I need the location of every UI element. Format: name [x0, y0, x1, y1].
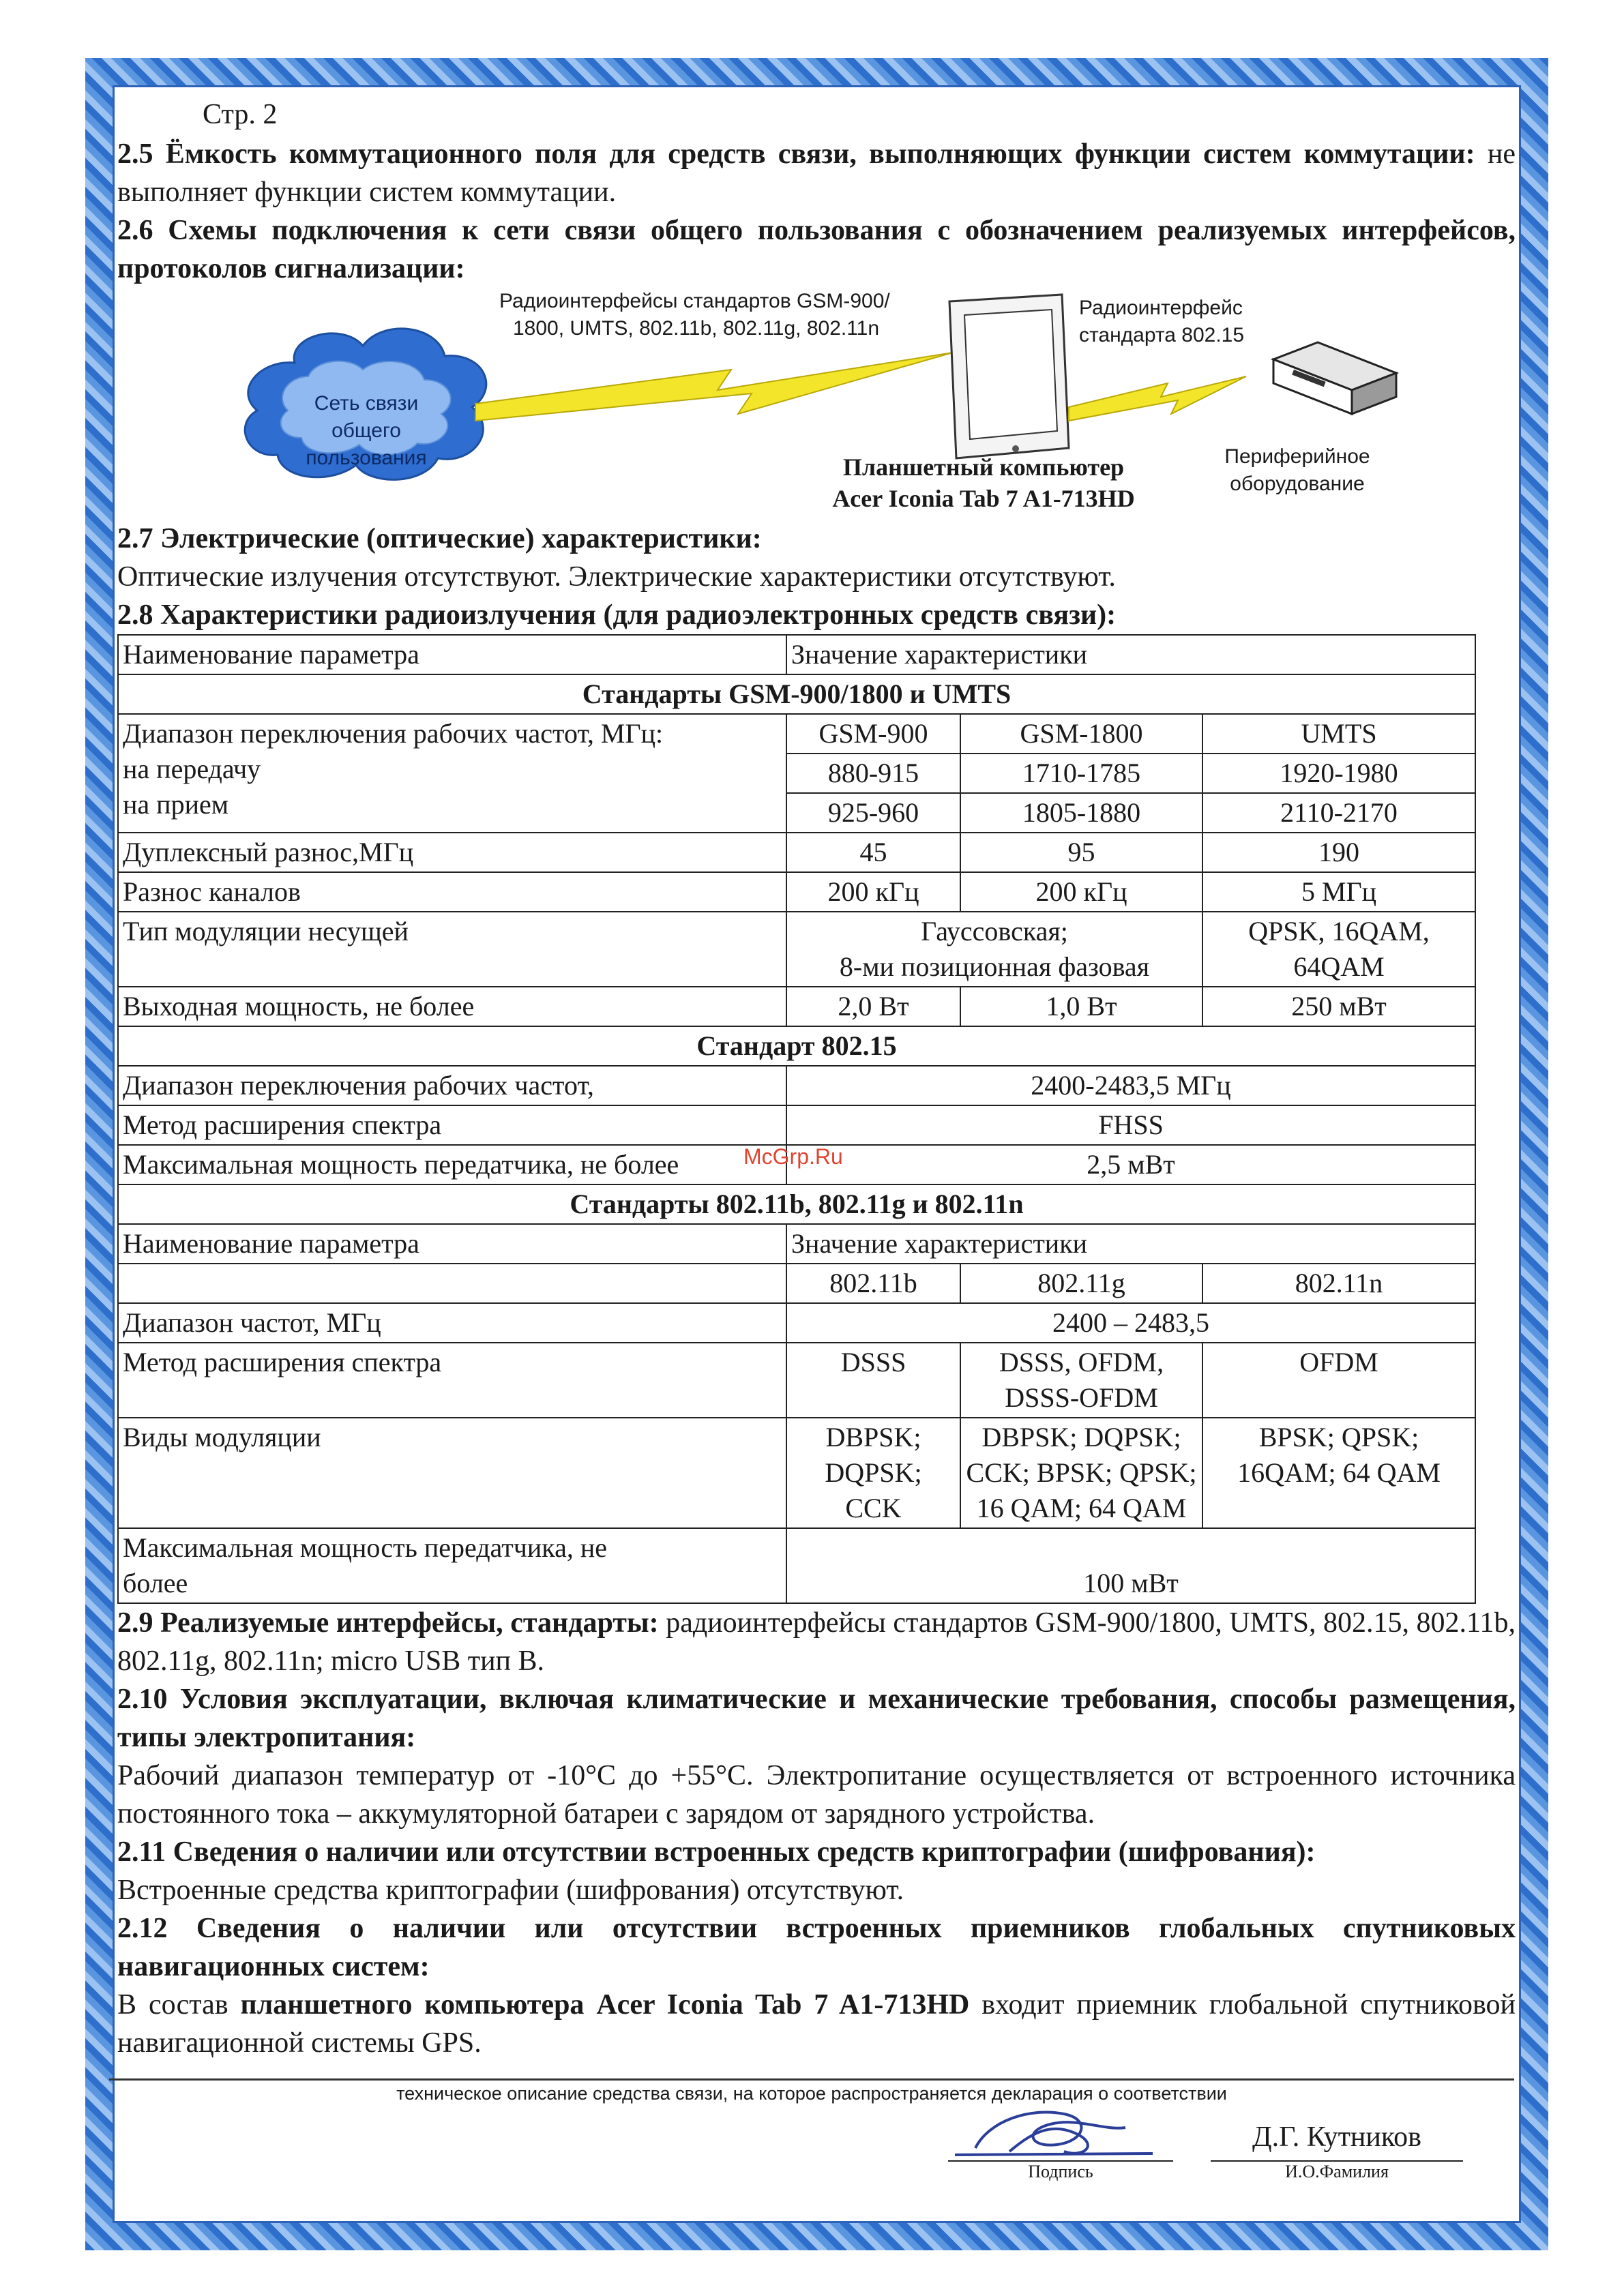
- section-2-5: [117, 135, 1516, 211]
- section-2-9: [117, 1604, 1516, 1680]
- col-gsm1800: GSM-1800: [960, 714, 1202, 754]
- rx-gsm900: 925-960: [786, 793, 960, 833]
- radio-characteristics-table: [117, 634, 1476, 1604]
- bt-power: 2,5 мВт: [786, 1145, 1475, 1184]
- footer-caption: техническое описание средства связи, на которое распространяется декларация о соответствии: [109, 2078, 1514, 2104]
- device-line1: Планшетный компьютер: [842, 453, 1125, 481]
- radio-right-line1: Радиоинтерфейс: [1079, 297, 1243, 319]
- section-2-12-text-post: входит приемник глобальной спутниковой навигационной системы GPS.: [117, 1989, 1516, 2059]
- wifi-mod-n-line1: BPSK; QPSK;: [1258, 1422, 1419, 1452]
- mod-umts-line1: QPSK, 16QAM,: [1248, 916, 1430, 946]
- table-row: [118, 635, 1475, 674]
- power-gsm1800: 1,0 Вт: [960, 987, 1202, 1026]
- wifi-method-label: Метод расширения спектра: [118, 1343, 786, 1418]
- wifi-method-g: [960, 1343, 1202, 1418]
- peripheral-line1: Периферийное: [1224, 445, 1370, 468]
- spacing-gsm900: 200 кГц: [786, 872, 960, 912]
- section-2-11-text: Встроенные средства криптографии (шифрования) отсутствуют.: [117, 1875, 904, 1906]
- device-line2: Acer Iconia Tab 7 A1-713HD: [832, 485, 1135, 512]
- table-row: [118, 1105, 1475, 1145]
- bt-range: 2400-2483,5 МГц: [786, 1066, 1475, 1105]
- power-label: Выходная мощность, не более: [118, 987, 786, 1026]
- wifi-head-param: Наименование параметра: [118, 1224, 786, 1264]
- cloud-label-line1: Сеть связи: [314, 392, 419, 415]
- watermark: McGrp.Ru: [743, 1144, 843, 1169]
- table-row: [118, 674, 1475, 714]
- section-2-12-text-bold: планшетного компьютера Acer Iconia Tab 7 A1-713HD: [240, 1989, 970, 2021]
- connection-diagram: [117, 288, 1516, 520]
- device-label: [806, 451, 1161, 514]
- section-wifi: Стандарты 802.11b, 802.11g и 802.11n: [118, 1184, 1475, 1224]
- bt-range-label: Диапазон переключения рабочих частот,: [118, 1066, 786, 1105]
- duplex-gsm900: 45: [786, 833, 960, 872]
- peripheral-line2: оборудование: [1230, 473, 1365, 495]
- duplex-gsm1800: 95: [960, 833, 1202, 872]
- section-2-12-title: 2.12 Сведения о наличии или отсутствии встроенных приемников глобальных спутниковых навигационных систем:: [117, 1913, 1516, 1982]
- range-label-cell: [118, 714, 786, 833]
- tx-gsm900: 880-915: [786, 754, 960, 793]
- mod-gsm-line2: 8-ми позиционная фазовая: [839, 951, 1150, 982]
- section-2-11-title: 2.11 Сведения о наличии или отсутствии встроенных средств криптографии (шифрования):: [117, 1836, 1316, 1868]
- document-body: [117, 95, 1516, 2062]
- radio-right-label: [1079, 295, 1244, 349]
- wifi-power: 100 мВт: [786, 1528, 1475, 1603]
- lightning-left-icon: [475, 353, 953, 421]
- wifi-power-label: [118, 1528, 786, 1603]
- duplex-label: Дуплексный разнос,МГц: [118, 833, 786, 872]
- peripheral-label: [1209, 443, 1386, 498]
- table-row: [118, 1066, 1475, 1105]
- table-row: [118, 1224, 1475, 1264]
- col-802-11b: 802.11b: [786, 1264, 960, 1303]
- table-row: [118, 987, 1475, 1026]
- table-row: [118, 833, 1475, 872]
- section-2-9-title: 2.9 Реализуемые интерфейсы, стандарты:: [117, 1607, 659, 1639]
- mod-umts: [1202, 912, 1475, 987]
- section-gsm-umts: Стандарты GSM-900/1800 и UMTS: [118, 674, 1475, 714]
- table-head-param: Наименование параметра: [118, 635, 786, 674]
- wifi-power-label-line2: более: [123, 1568, 188, 1598]
- section-802-15: Стандарт 802.15: [118, 1026, 1475, 1066]
- wifi-mod-n-line2: 16QAM; 64 QAM: [1237, 1457, 1441, 1488]
- wifi-method-g-line1: DSSS, OFDM,: [999, 1347, 1164, 1377]
- section-2-6-title: 2.6 Схемы подключения к сети связи общего пользования с обозначением реализуемых интерфейсов, протоколов сигнализации:: [117, 215, 1516, 284]
- col-802-11n: 802.11n: [1202, 1264, 1475, 1303]
- tx-label: на передачу: [123, 754, 261, 784]
- wifi-mod-g-line1: DBPSK; DQPSK;: [981, 1422, 1181, 1452]
- mod-gsm-line1: Гауссовская;: [921, 916, 1068, 946]
- tablet-icon: [949, 295, 1069, 458]
- section-2-9-text: радиоинтерфейсы стандартов GSM-900/1800, UMTS, 802.15, 802.11b, 802.11g, 802.11n; micro USB тип B.: [117, 1607, 1516, 1677]
- section-2-10-text: Рабочий диапазон температур от -10°С до +55°С. Электропитание осуществляется от встроенного источника постоянного тока – аккумуляторной батареи с зарядом от зарядного устройства.: [117, 1760, 1516, 1830]
- range-label: Диапазон переключения рабочих частот, МГц:: [123, 718, 664, 749]
- mod-gsm: [786, 912, 1202, 987]
- wifi-power-label-line1: Максимальная мощность передатчика, не: [123, 1532, 608, 1563]
- wifi-mod-g-line3: 16 QAM; 64 QAM: [976, 1493, 1187, 1523]
- section-2-12-text: [117, 1986, 1516, 2062]
- sign-label: Подпись: [948, 2160, 1173, 2182]
- wifi-range: 2400 – 2483,5: [786, 1303, 1475, 1343]
- wifi-mod-g: [960, 1418, 1202, 1528]
- col-802-11g: 802.11g: [960, 1264, 1202, 1303]
- table-row: [118, 1184, 1475, 1224]
- section-2-7-text: Оптические излучения отсутствуют. Электрические характеристики отсутствуют.: [117, 561, 1116, 593]
- lightning-right-icon: [1069, 376, 1246, 421]
- section-2-10-title: 2.10 Условия эксплуатации, включая климатические и механические требования, способы размещения, типы электропитания:: [117, 1684, 1516, 1753]
- table-row: [118, 1026, 1475, 1066]
- tx-gsm1800: 1710-1785: [960, 754, 1202, 793]
- bt-power-label: Максимальная мощность передатчика, не более: [118, 1145, 786, 1184]
- wifi-method-n: OFDM: [1202, 1343, 1475, 1418]
- power-umts: 250 мВт: [1202, 987, 1475, 1026]
- cloud-label: [274, 390, 458, 472]
- wifi-mod-label: Виды модуляции: [118, 1418, 786, 1528]
- section-2-5-title: 2.5 Ёмкость коммутационного поля для средств связи, выполняющих функции систем коммутации:: [117, 138, 1475, 170]
- wifi-mod-b-line3: CCK: [845, 1493, 902, 1523]
- tx-umts: 1920-1980: [1202, 754, 1475, 793]
- section-2-8-title: 2.8 Характеристики радиоизлучения (для радиоэлектронных средств связи):: [117, 599, 1117, 631]
- section-2-12-text-pre: В состав: [117, 1989, 228, 2021]
- signer-name: Д.Г. Кутников: [1252, 2121, 1421, 2153]
- col-gsm900: GSM-900: [786, 714, 960, 754]
- spacing-label: Разнос каналов: [118, 872, 786, 912]
- wifi-empty-cell: [118, 1264, 786, 1303]
- cloud-label-line2: общего пользования: [306, 419, 427, 469]
- table-row: [118, 1418, 1475, 1528]
- wifi-mod-b-line2: DQPSK;: [825, 1457, 922, 1488]
- table-row: [118, 1264, 1475, 1303]
- bt-method: FHSS: [786, 1105, 1475, 1145]
- table-row: [118, 1343, 1475, 1418]
- section-2-7-title: 2.7 Электрические (оптические) характеристики:: [117, 523, 762, 554]
- peripheral-device-icon: [1273, 342, 1396, 414]
- radio-right-line2: стандарта 802.15: [1079, 324, 1245, 346]
- spacing-umts: 5 МГц: [1202, 872, 1475, 912]
- wifi-mod-g-line2: CCK; BPSK; QPSK;: [966, 1457, 1197, 1488]
- wifi-mod-b: [786, 1418, 960, 1528]
- wifi-range-label: Диапазон частот, МГц: [118, 1303, 786, 1343]
- table-head-value: Значение характеристики: [786, 635, 1475, 674]
- rx-gsm1800: 1805-1880: [960, 793, 1202, 833]
- table-row: [118, 1303, 1475, 1343]
- wifi-method-g-line2: DSSS-OFDM: [1005, 1382, 1158, 1413]
- spacing-gsm1800: 200 кГц: [960, 872, 1202, 912]
- table-row: [118, 912, 1475, 987]
- duplex-umts: 190: [1202, 833, 1475, 872]
- table-row: [118, 872, 1475, 912]
- power-gsm900: 2,0 Вт: [786, 987, 960, 1026]
- wifi-method-b: DSSS: [786, 1343, 960, 1418]
- table-row: [118, 714, 1475, 754]
- signature-block: [948, 2093, 1466, 2203]
- section-2-5-text: не выполняет функции систем коммутации.: [117, 138, 1516, 208]
- wifi-mod-b-line1: DBPSK;: [825, 1422, 921, 1452]
- mod-label: Тип модуляции несущей: [118, 912, 786, 987]
- col-umts: UMTS: [1202, 714, 1475, 754]
- wifi-head-value: Значение характеристики: [786, 1224, 1475, 1264]
- radio-left-label: [499, 288, 890, 342]
- page-number: Стр. 2: [203, 99, 278, 130]
- rx-umts: 2110-2170: [1202, 793, 1475, 833]
- radio-left-line1: Радиоинтерфейсы стандартов GSM-900/: [499, 290, 890, 312]
- mod-umts-line2: 64QAM: [1293, 951, 1385, 982]
- wifi-mod-n: [1202, 1418, 1475, 1528]
- table-row: [118, 1528, 1475, 1603]
- name-label: И.О.Фамилия: [1211, 2160, 1463, 2182]
- signature-icon: [948, 2093, 1166, 2168]
- bt-method-label: Метод расширения спектра: [118, 1105, 786, 1145]
- radio-left-line2: 1800, UMTS, 802.11b, 802.11g, 802.11n: [513, 317, 880, 340]
- rx-label: на прием: [123, 789, 229, 820]
